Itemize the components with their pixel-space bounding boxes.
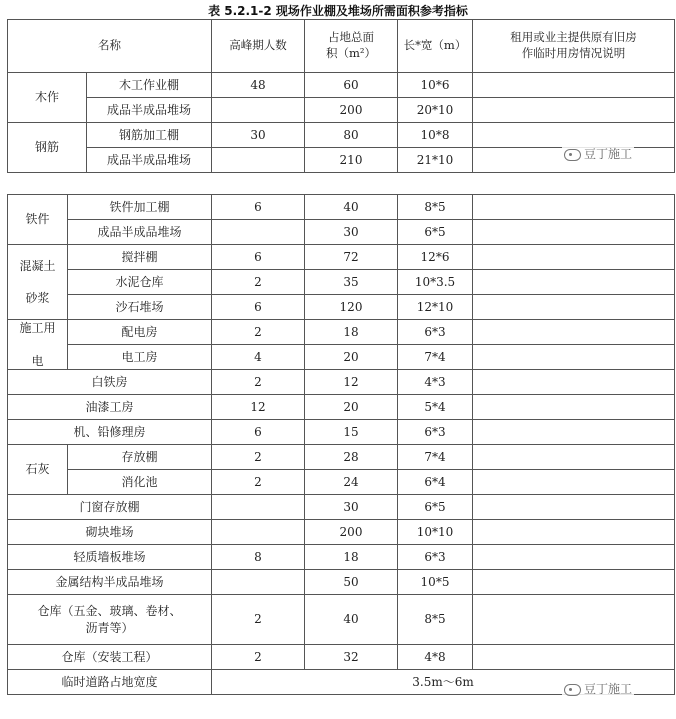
item-name: 砌块堆场 (8, 520, 212, 545)
peak-count: 8 (212, 545, 305, 570)
note-cell (473, 320, 675, 345)
item-name: 搅拌棚 (68, 245, 212, 270)
peak-count (212, 148, 305, 173)
peak-count: 48 (212, 73, 305, 98)
header-dims: 长*宽（m） (398, 20, 473, 73)
peak-count (212, 520, 305, 545)
note-cell (473, 295, 675, 320)
header-peak: 高峰期人数 (212, 20, 305, 73)
table-row (8, 295, 675, 320)
item-name: 成品半成品堆场 (68, 220, 212, 245)
note-cell (473, 545, 675, 570)
area-value: 32 (305, 645, 398, 670)
chat-bubble-icon (564, 149, 581, 161)
table-row (8, 520, 675, 545)
area-value: 30 (305, 495, 398, 520)
dims-value: 7*4 (398, 445, 473, 470)
group-label: 钢筋 (8, 123, 87, 173)
peak-count: 2 (212, 445, 305, 470)
area-value: 12 (305, 370, 398, 395)
area-value: 200 (305, 98, 398, 123)
note-cell (473, 495, 675, 520)
area-value: 30 (305, 220, 398, 245)
item-name: 电工房 (68, 345, 212, 370)
chat-bubble-icon (564, 684, 581, 696)
table-row (8, 645, 675, 670)
note-cell (473, 98, 675, 123)
watermark: 豆丁施工 (562, 680, 634, 697)
dims-value: 6*5 (398, 495, 473, 520)
table-row (8, 470, 675, 495)
peak-count: 2 (212, 320, 305, 345)
dims-value: 6*3 (398, 320, 473, 345)
table-row (8, 345, 675, 370)
table-row (8, 98, 675, 123)
table-row (8, 320, 675, 345)
group-label: 铁件 (8, 195, 68, 245)
group-label: 施工用 电 (8, 320, 68, 370)
header-row (8, 20, 675, 73)
dims-value: 8*5 (398, 595, 473, 645)
item-name: 临时道路占地宽度 (8, 670, 212, 695)
area-value: 60 (305, 73, 398, 98)
dims-value: 4*3 (398, 370, 473, 395)
note-cell (473, 645, 675, 670)
dims-value: 6*5 (398, 220, 473, 245)
peak-count: 2 (212, 370, 305, 395)
note-cell (473, 195, 675, 220)
table-row (8, 545, 675, 570)
item-name: 沙石堆场 (68, 295, 212, 320)
group-label: 混凝土 砂浆 (8, 245, 68, 320)
table-row (8, 73, 675, 98)
dims-value: 12*10 (398, 295, 473, 320)
dims-value: 8*5 (398, 195, 473, 220)
dims-value: 6*4 (398, 470, 473, 495)
peak-count: 12 (212, 395, 305, 420)
note-cell (473, 520, 675, 545)
dims-value: 5*4 (398, 395, 473, 420)
area-value: 200 (305, 520, 398, 545)
dims-value: 10*8 (398, 123, 473, 148)
area-value: 72 (305, 245, 398, 270)
table-title: 表 5.2.1-2 现场作业棚及堆场所需面积参考指标 (208, 4, 468, 18)
dims-value: 10*6 (398, 73, 473, 98)
table-row (8, 395, 675, 420)
table-row (8, 270, 675, 295)
table-row (8, 195, 675, 220)
area-value: 20 (305, 395, 398, 420)
dims-value: 21*10 (398, 148, 473, 173)
dims-value: 10*5 (398, 570, 473, 595)
table-row (8, 123, 675, 148)
item-name: 铁件加工棚 (68, 195, 212, 220)
area-value: 18 (305, 545, 398, 570)
note-cell (473, 73, 675, 98)
table-row (8, 495, 675, 520)
note-cell (473, 395, 675, 420)
header-name: 名称 (8, 20, 212, 73)
item-name: 机、铅修理房 (8, 420, 212, 445)
note-cell (473, 345, 675, 370)
area-value: 18 (305, 320, 398, 345)
peak-count: 6 (212, 420, 305, 445)
area-value: 120 (305, 295, 398, 320)
peak-count: 6 (212, 295, 305, 320)
item-name: 配电房 (68, 320, 212, 345)
peak-count: 2 (212, 645, 305, 670)
note-cell (473, 123, 675, 148)
peak-count: 6 (212, 245, 305, 270)
peak-count: 2 (212, 595, 305, 645)
area-value: 24 (305, 470, 398, 495)
table-row (8, 570, 675, 595)
area-value: 50 (305, 570, 398, 595)
note-cell (473, 420, 675, 445)
note-cell (473, 570, 675, 595)
item-name: 门窗存放棚 (8, 495, 212, 520)
peak-count: 30 (212, 123, 305, 148)
table-row (8, 220, 675, 245)
note-cell (473, 595, 675, 645)
note-cell (473, 445, 675, 470)
area-value: 15 (305, 420, 398, 445)
dims-value: 4*8 (398, 645, 473, 670)
group-label: 木作 (8, 73, 87, 123)
item-name: 白铁房 (8, 370, 212, 395)
table-row (8, 445, 675, 470)
group-label: 石灰 (8, 445, 68, 495)
item-name: 仓库（安装工程） (8, 645, 212, 670)
area-value: 28 (305, 445, 398, 470)
area-table-part-2 (7, 194, 675, 695)
peak-count (212, 570, 305, 595)
dims-value: 10*10 (398, 520, 473, 545)
item-name: 油漆工房 (8, 395, 212, 420)
dims-value: 6*3 (398, 545, 473, 570)
watermark: 豆丁施工 (562, 145, 634, 162)
peak-count (212, 220, 305, 245)
dims-value: 7*4 (398, 345, 473, 370)
item-name: 水泥仓库 (68, 270, 212, 295)
area-value: 80 (305, 123, 398, 148)
header-note: 租用或业主提供原有旧房 作临时用房情况说明 (473, 20, 675, 73)
table-row (8, 595, 675, 645)
item-name: 金属结构半成品堆场 (8, 570, 212, 595)
item-name: 成品半成品堆场 (87, 148, 212, 173)
peak-count: 2 (212, 270, 305, 295)
item-name: 钢筋加工棚 (87, 123, 212, 148)
road-width-value: 3.5m～6m (212, 670, 675, 695)
header-area: 占地总面 积（m²） (305, 20, 398, 73)
area-value: 40 (305, 595, 398, 645)
note-cell (473, 270, 675, 295)
peak-count: 6 (212, 195, 305, 220)
table-row (8, 420, 675, 445)
note-cell (473, 245, 675, 270)
item-name: 成品半成品堆场 (87, 98, 212, 123)
item-name: 消化池 (68, 470, 212, 495)
note-cell (473, 370, 675, 395)
item-name: 存放棚 (68, 445, 212, 470)
peak-count: 2 (212, 470, 305, 495)
peak-count (212, 495, 305, 520)
dims-value: 6*3 (398, 420, 473, 445)
note-cell (473, 220, 675, 245)
table-row (8, 245, 675, 270)
item-name: 仓库（五金、玻璃、卷材、 沥青等） (8, 595, 212, 645)
item-name: 木工作业棚 (87, 73, 212, 98)
peak-count (212, 98, 305, 123)
area-value: 20 (305, 345, 398, 370)
item-name: 轻质墙板堆场 (8, 545, 212, 570)
table-row (8, 370, 675, 395)
peak-count: 4 (212, 345, 305, 370)
area-value: 40 (305, 195, 398, 220)
dims-value: 20*10 (398, 98, 473, 123)
note-cell (473, 470, 675, 495)
area-value: 210 (305, 148, 398, 173)
dims-value: 10*3.5 (398, 270, 473, 295)
area-value: 35 (305, 270, 398, 295)
dims-value: 12*6 (398, 245, 473, 270)
